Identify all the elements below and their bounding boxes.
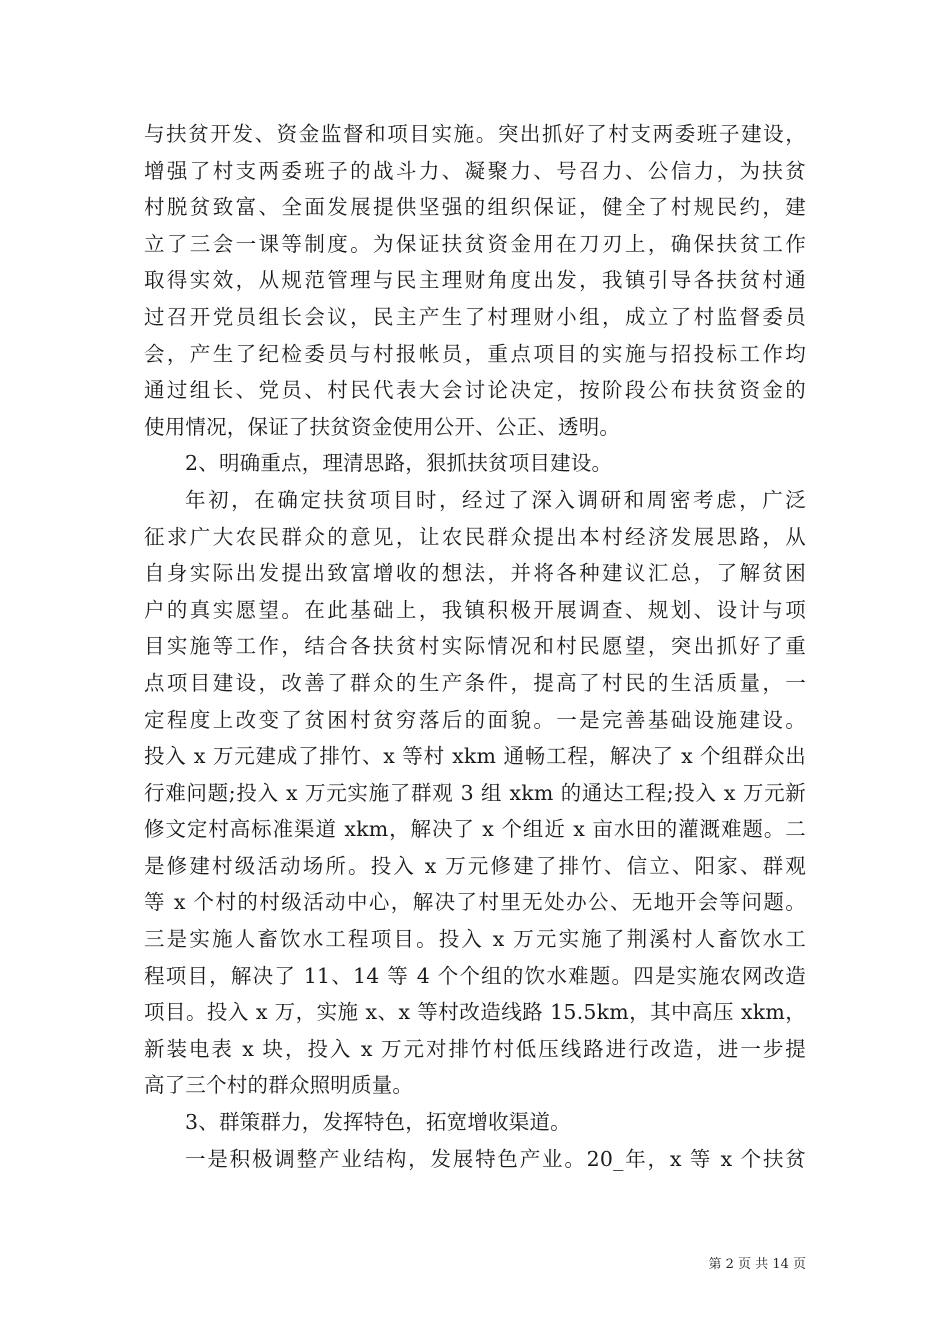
text-line: 征求广大农民群众的意见，让农民群众提出本村经济发展思路，从 bbox=[144, 524, 806, 549]
text-line: 行难问题;投入 x 万元实施了群观 3 组 xkm 的通达工程;投入 x 万元新 bbox=[144, 780, 806, 805]
text-line: 一是积极调整产业结构，发展特色产业。20_年，x 等 x 个扶贫 bbox=[185, 1146, 806, 1171]
text-line: 点项目建设，改善了群众的生产条件，提高了村民的生活质量，一 bbox=[144, 670, 806, 695]
text-line: 与扶贫开发、资金监督和项目实施。突出抓好了村支两委班子建设， bbox=[144, 122, 806, 146]
text-line: 3、群策群力，发挥特色，拓宽增收渠道。 bbox=[185, 1110, 571, 1135]
text-line: 三是实施人畜饮水工程项目。投入 x 万元实施了荆溪村人畜饮水工 bbox=[144, 927, 806, 952]
text-line: 高了三个村的群众照明质量。 bbox=[144, 1073, 414, 1098]
text-line: 2、明确重点，理清思路，狠抓扶贫项目建设。 bbox=[185, 451, 613, 476]
text-line: 村脱贫致富、全面发展提供坚强的组织保证，健全了村规民约，建 bbox=[144, 195, 806, 220]
text-line: 修文定村高标准渠道 xkm，解决了 x 个组近 x 亩水田的灌溉难题。二 bbox=[144, 817, 806, 842]
text-line: 取得实效，从规范管理与民主理财角度出发，我镇引导各扶贫村通 bbox=[144, 268, 806, 293]
text-line: 目实施等工作，结合各扶贫村实际情况和村民愿望，突出抓好了重 bbox=[144, 634, 806, 659]
text-line: 年初，在确定扶贫项目时，经过了深入调研和周密考虑，广泛 bbox=[185, 487, 806, 512]
text-line: 等 x 个村的村级活动中心，解决了村里无处办公、无地开会等问题。 bbox=[144, 890, 806, 915]
text-line: 新装电表 x 块，投入 x 万元对排竹村低压线路进行改造，进一步提 bbox=[144, 1036, 806, 1061]
text-line: 自身实际出发提出致富增收的想法，并将各种建议汇总，了解贫困 bbox=[144, 561, 806, 586]
text-line: 过召开党员组长会议，民主产生了村理财小组，成立了村监督委员 bbox=[144, 304, 806, 329]
text-line: 通过组长、党员、村民代表大会讨论决定，按阶段公布扶贫资金的 bbox=[144, 378, 806, 403]
text-line: 程项目，解决了 11、14 等 4 个个组的饮水难题。四是实施农网改造 bbox=[144, 963, 806, 988]
text-line: 投入 x 万元建成了排竹、x 等村 xkm 通畅工程，解决了 x 个组群众出 bbox=[144, 744, 806, 769]
text-line: 使用情况，保证了扶贫资金使用公开、公正、透明。 bbox=[144, 414, 621, 439]
text-line: 立了三会一课等制度。为保证扶贫资金用在刀刃上，确保扶贫工作 bbox=[144, 231, 806, 256]
page-number: 第 2 页 共 14 页 bbox=[708, 1257, 806, 1272]
text-line: 增强了村支两委班子的战斗力、凝聚力、号召力、公信力，为扶贫 bbox=[144, 158, 806, 183]
text-line: 定程度上改变了贫困村贫穷落后的面貌。一是完善基础设施建设。 bbox=[144, 707, 806, 732]
text-line: 项目。投入 x 万，实施 x、x 等村改造线路 15.5km，其中高压 xkm， bbox=[144, 1000, 806, 1025]
body-text bbox=[144, 116, 806, 1177]
text-line: 是修建村级活动场所。投入 x 万元修建了排竹、信立、阳家、群观 bbox=[144, 853, 806, 878]
text-line: 会，产生了纪检委员与村报帐员，重点项目的实施与招投标工作均 bbox=[144, 341, 806, 366]
text-line: 户的真实愿望。在此基础上，我镇积极开展调查、规划、设计与项 bbox=[144, 597, 806, 622]
